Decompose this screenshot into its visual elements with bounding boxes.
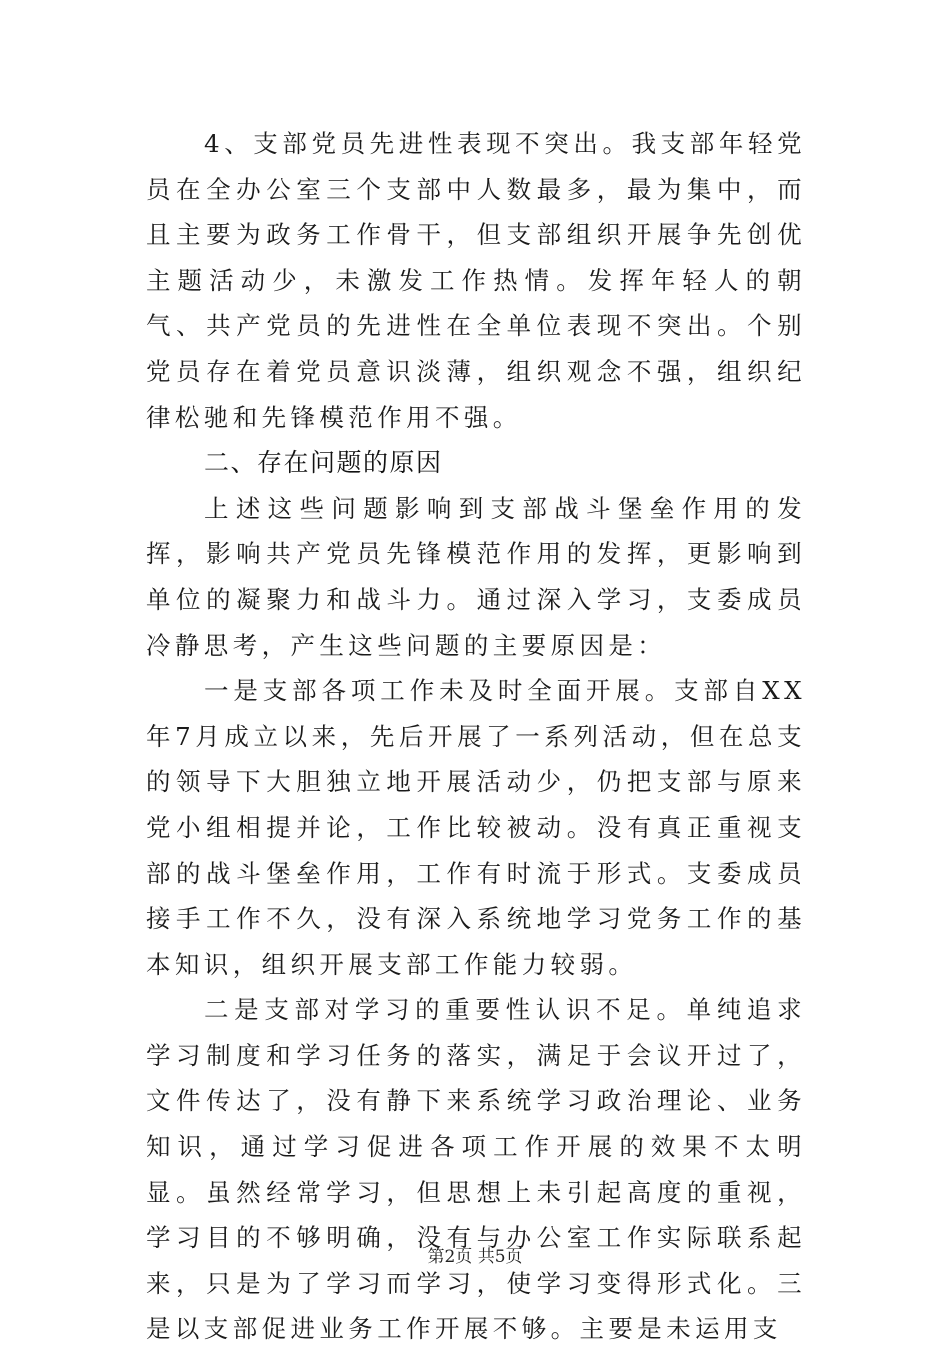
paragraph-cause-two: 二是支部对学习的重要性认识不足。单纯追求学习制度和学习任务的落实，满足于会议开过了，文件传达了，没有静下来系统学习政治理论、业务知识，通过学习促进各项工作开展的效果不太明显。虽然经常学习，但思想上未引起高度的重视，学习目的不够明确，没有与办公室工作实际联系起来，只是为了学习而学习，使学习变得形式化。三是以支部促进业务工作开展不够。主要是未运用支 xyxy=(146,995,806,1344)
paragraph-party-member-advancement: 4、支部党员先进性表现不突出。我支部年轻党员在全办公室三个支部中人数最多，最为集中，而且主要为政务工作骨干，但支部组织开展争先创优主题活动少，未激发工作热情。发挥年轻人的朝气、共产党员的先进性在全单位表现不突出。个别党员存在着党员意识淡薄，组织观念不强，组织纪律松驰和先锋模范作用不强。 xyxy=(146,129,806,432)
page-number-footer: 第2页 共5页 xyxy=(427,1247,523,1267)
paragraph-causes-intro: 上述这些问题影响到支部战斗堡垒作用的发挥，影响共产党员先锋模范作用的发挥，更影响到单位的凝聚力和战斗力。通过深入学习，支委成员冷静思考，产生这些问题的主要原因是： xyxy=(146,493,806,660)
section-heading-causes: 二、存在问题的原因 xyxy=(204,448,443,478)
paragraph-cause-one: 一是支部各项工作未及时全面开展。支部自XX年7月成立以来，先后开展了一系列活动，但在总支的领导下大胆独立地开展活动少，仍把支部与原来党小组相提并论，工作比较被动。没有真正重视支部的战斗堡垒作用，工作有时流于形式。支委成员接手工作不久，没有深入系统地学习党务工作的基本知识，组织开展支部工作能力较弱。 xyxy=(146,676,806,979)
document-body xyxy=(146,121,806,1352)
